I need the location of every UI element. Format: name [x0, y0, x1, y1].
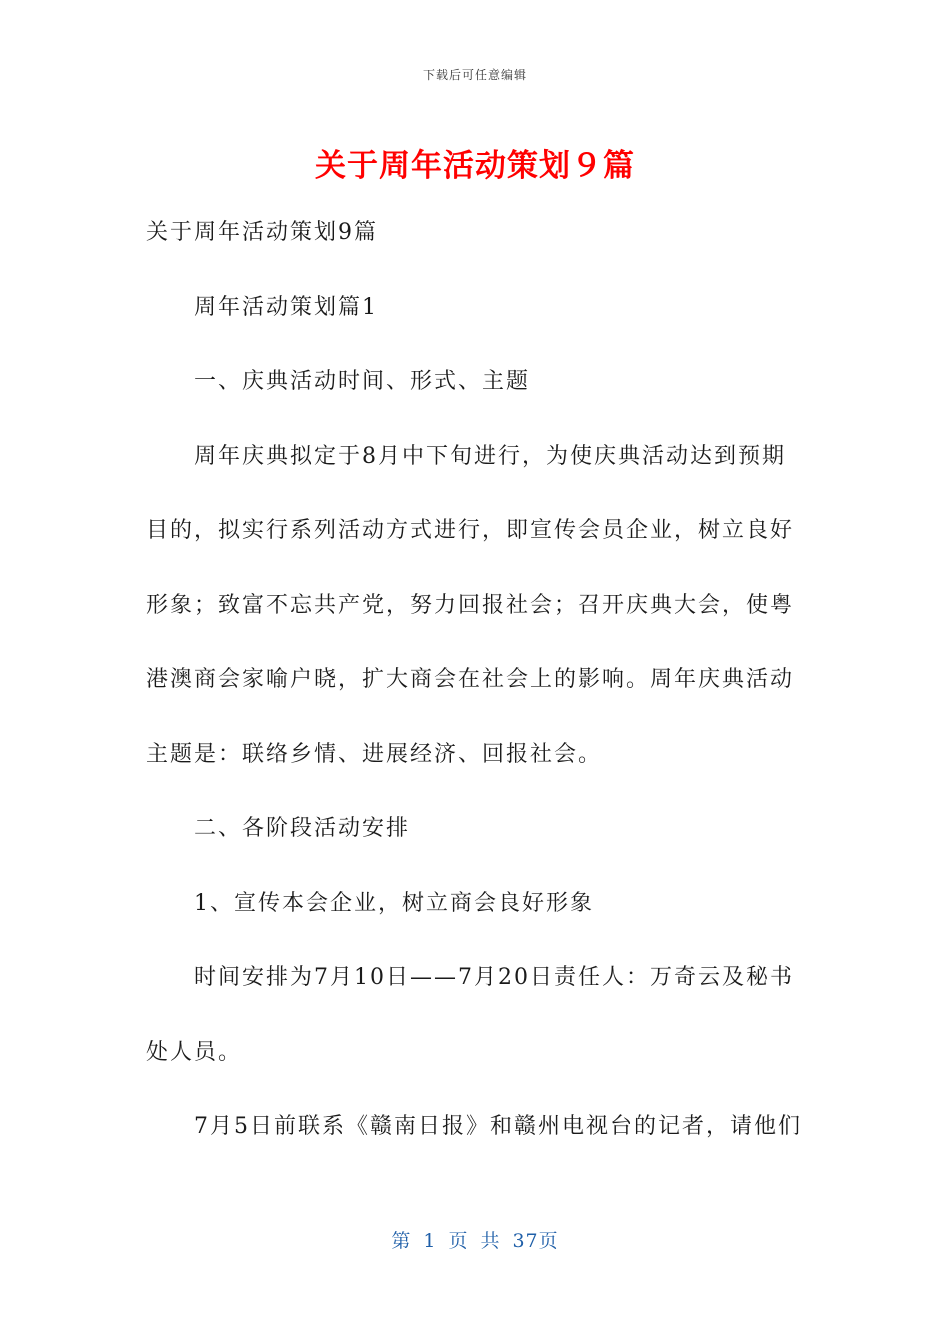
paragraph-body-2: 时间安排为7月10日——7月20日责任人：万奇云及秘书处人员。 — [146, 965, 794, 1065]
document-body — [146, 196, 806, 1165]
paragraph-heading-1: 一、庆典活动时间、形式、主题 — [194, 369, 531, 394]
paragraph-heading-2: 二、各阶段活动安排 — [194, 816, 411, 841]
paragraph-section-heading: 周年活动策划篇1 — [194, 294, 378, 320]
footer-prefix: 第 — [391, 1230, 412, 1252]
paragraph-body-1: 周年庆典拟定于8月中下旬进行，为使庆典活动达到预期目的，拟实行系列活动方式进行，即宣传会员企业，树立良好形象；致富不忘共产党，努力回报社会；召开庆典大会，使粤港澳商会家喻户晓，扩大商会在社会上的影响。周年庆典活动主题是：联络乡情、进展经济、回报社会。 — [146, 443, 795, 767]
footer-page-word: 页 — [448, 1230, 469, 1252]
document-title: 关于周年活动策划９篇 — [315, 148, 635, 184]
footer-total-pages: 37页 — [512, 1230, 559, 1252]
footer-current-page: 1 — [423, 1230, 437, 1252]
page-footer — [0, 1226, 950, 1253]
paragraph-doc-title: 关于周年活动策划9篇 — [146, 220, 378, 245]
header-note: 下载后可任意编辑 — [422, 68, 527, 82]
paragraph-body-3: 7月5日前联系《赣南日报》和赣州电视台的记者，请他们 — [194, 1114, 802, 1139]
footer-total-word: 共 — [480, 1230, 501, 1252]
paragraph-subheading-1: 1、宣传本会企业，树立商会良好形象 — [194, 890, 594, 916]
